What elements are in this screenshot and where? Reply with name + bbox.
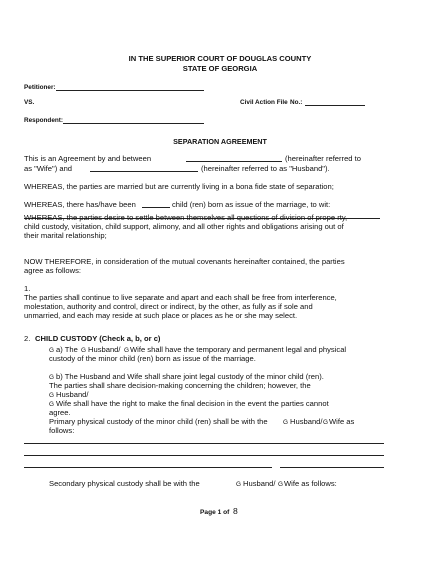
option-b-text-3: Husband/ bbox=[56, 390, 89, 399]
state-name: STATE OF GEORGIA bbox=[182, 64, 258, 73]
husband-name-line bbox=[90, 171, 198, 172]
secondary-custody-text-1: Secondary physical custody shall be with the bbox=[49, 479, 200, 488]
section-1-line-3: unmarried, and each may reside at such place or places as he or she may select. bbox=[24, 311, 298, 320]
whereas-children-text: WHEREAS, there has/have been bbox=[24, 200, 136, 209]
page-total: 8 bbox=[233, 506, 238, 516]
option-b-text-1: b) The Husband and Wife shall share joint legal custody of the minor child (ren). bbox=[56, 372, 324, 381]
primary-custody-line-2[interactable] bbox=[24, 455, 384, 456]
intro-text-2b: (hereinafter referred to as "Husband"). bbox=[201, 164, 330, 173]
option-a-text-3: Wife shall have the temporary and permanent legal and physical bbox=[130, 345, 347, 354]
primary-custody-text-2: Husband/ bbox=[290, 417, 323, 426]
whereas-settle-2: child custody, visitation, child support, alimony, and all other rights and obligations arising out of bbox=[24, 222, 344, 231]
civil-action-no-label: No.: bbox=[290, 99, 303, 106]
primary-custody-line-4[interactable] bbox=[280, 467, 384, 468]
checkbox-a-wife-icon[interactable]: G bbox=[124, 347, 129, 354]
now-therefore-1: NOW THEREFORE, in consideration of the mutual covenants hereinafter contained, the parties bbox=[24, 257, 345, 266]
whereas-separation: WHEREAS, the parties are married but are currently living in a bona fide state of separation; bbox=[24, 182, 334, 191]
section-1-line-2: molestation, authority and control, direct or indirect, by the other, as fully as if sole and bbox=[24, 302, 313, 311]
option-b-text-2: The parties shall share decision-making concerning the children; however, the bbox=[49, 381, 311, 390]
civil-action-no-line bbox=[305, 105, 365, 106]
intro-text-1a: This is an Agreement by and between bbox=[24, 154, 152, 163]
children-count-line bbox=[142, 207, 170, 208]
primary-custody-text-3: Wife as bbox=[329, 417, 355, 426]
checkbox-b-husband-icon[interactable]: G bbox=[49, 392, 54, 399]
wife-name-line bbox=[186, 161, 282, 162]
checkbox-b-icon[interactable]: G bbox=[49, 374, 54, 381]
whereas-settle-1: WHEREAS, the parties desire to settle between themselves all questions of division of prope rty, bbox=[24, 213, 348, 222]
petitioner-line bbox=[56, 90, 204, 91]
vs-label: VS. bbox=[24, 99, 35, 106]
whereas-settle-3: their marital relationship; bbox=[24, 231, 107, 240]
secondary-custody-text-3: Wife as follows: bbox=[284, 479, 337, 488]
primary-custody-line-3[interactable] bbox=[24, 467, 272, 468]
respondent-label: Respondent: bbox=[24, 117, 64, 124]
option-a-text-2: Husband/ bbox=[88, 345, 121, 354]
respondent-line bbox=[63, 123, 204, 124]
checkbox-b-wife-icon[interactable]: G bbox=[49, 401, 54, 408]
checkbox-primary-wife-icon[interactable]: G bbox=[323, 419, 328, 426]
now-therefore-2: agree as follows: bbox=[24, 266, 81, 275]
primary-custody-line-1[interactable] bbox=[24, 443, 384, 444]
primary-custody-text-1: Primary physical custody of the minor child (ren) shall be with the bbox=[49, 417, 268, 426]
secondary-custody-text-2: Husband/ bbox=[243, 479, 276, 488]
section-2-title: CHILD CUSTODY (Check a, b, or c) bbox=[35, 334, 161, 343]
section-1-number: 1. bbox=[24, 284, 31, 293]
checkbox-secondary-wife-icon[interactable]: G bbox=[278, 481, 283, 488]
whereas-children-text-2: child (ren) born as issue of the marriage, to wit: bbox=[172, 200, 331, 209]
option-b-text-5: agree. bbox=[49, 408, 71, 417]
option-a-text-4: custody of the minor child (ren) born as issue of the marriage. bbox=[49, 354, 256, 363]
civil-action-label: Civil Action File bbox=[240, 99, 288, 106]
option-a-text-1: a) The bbox=[56, 345, 78, 354]
checkbox-a-icon[interactable]: G bbox=[49, 347, 54, 354]
checkbox-a-husband-icon[interactable]: G bbox=[81, 347, 86, 354]
petitioner-label: Petitioner: bbox=[24, 84, 56, 91]
court-name: IN THE SUPERIOR COURT OF DOUGLAS COUNTY bbox=[128, 54, 312, 63]
document-title: SEPARATION AGREEMENT bbox=[173, 137, 267, 146]
section-1-line-1: The parties shall continue to live separate and apart and each shall be free from interference, bbox=[24, 293, 337, 302]
intro-text-2a: as "Wife") and bbox=[24, 164, 73, 173]
section-2-number: 2. bbox=[24, 334, 31, 343]
intro-text-1b: (hereinafter referred to bbox=[285, 154, 361, 163]
checkbox-secondary-husband-icon[interactable]: G bbox=[236, 481, 241, 488]
option-b-text-4: Wife shall have the right to make the final decision in the event the parties cannot bbox=[56, 399, 329, 408]
page-number-label: Page 1 of bbox=[200, 509, 230, 516]
checkbox-primary-husband-icon[interactable]: G bbox=[283, 419, 288, 426]
primary-custody-text-4: follows: bbox=[49, 426, 75, 435]
